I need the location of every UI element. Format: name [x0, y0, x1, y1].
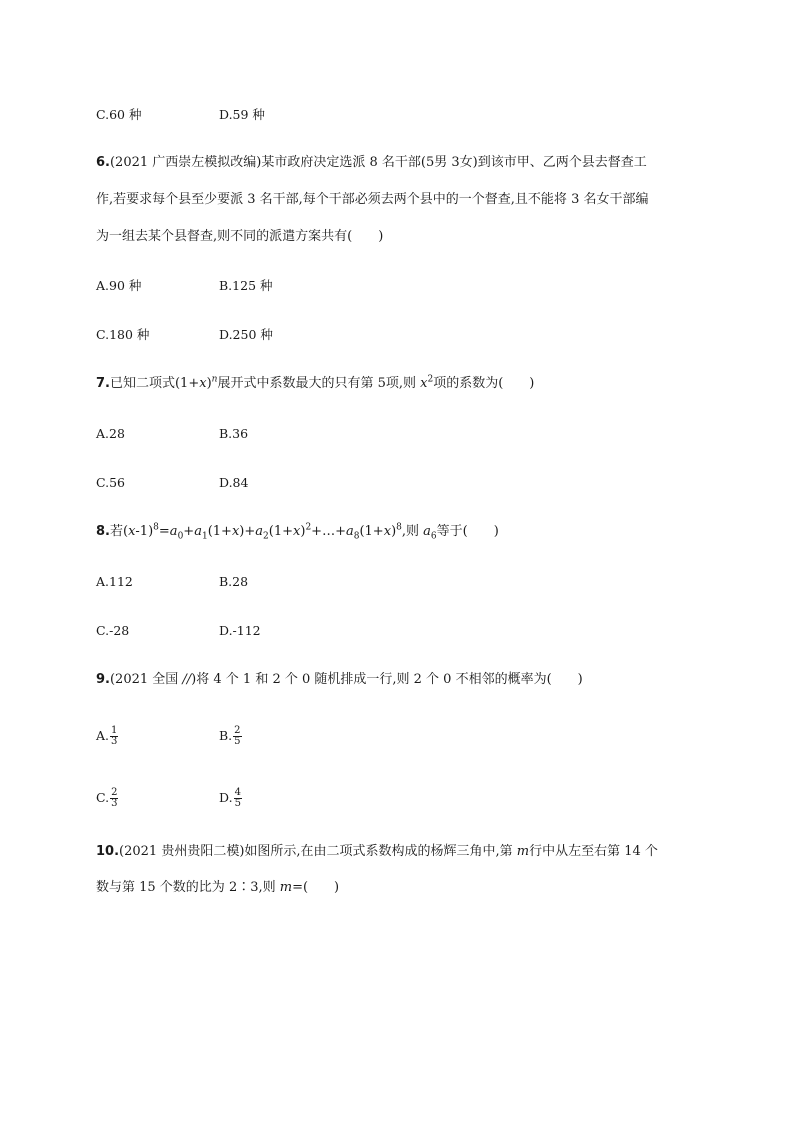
q7-stem: 7.已知二项式$(1+x)^n$展开式中系数最大的只有第 5项,则 $x^2$项的系数为( ) — [96, 374, 535, 391]
q6-option-a: A.90 种 — [96, 278, 142, 293]
q6-option-d: D.250 种 — [219, 327, 273, 342]
q7-number: 7. — [96, 376, 110, 391]
fraction: $\frac{1}{3}$ — [111, 725, 118, 747]
q10-line-1: 10.(2021 贵州贵阳二模)如图所示,在由二项式系数构成的杨辉三角中,第 m行中从左至右第 14 个 — [96, 844, 658, 859]
q6-option-b: B.125 种 — [219, 278, 273, 293]
q8-number: 8. — [96, 524, 110, 539]
q6-line-1: 6.(2021 广西崇左模拟改编)某市政府决定选派 8 名干部(5男 3女)到该市甲、乙两个县去督查工 — [96, 155, 647, 170]
q6-number: 6. — [96, 155, 110, 170]
q6-option-c: C.180 种 — [96, 327, 150, 342]
q7-option-d: D.84 — [219, 475, 249, 490]
q8-option-a: A.112 — [96, 574, 133, 589]
q10-number: 10. — [96, 844, 120, 859]
q7-option-c: C.56 — [96, 475, 125, 490]
fraction: $\frac{2}{5}$ — [234, 725, 241, 747]
fraction: $\frac{2}{3}$ — [111, 787, 118, 809]
q7-option-b: B.36 — [219, 426, 249, 441]
q9-option-d: D. $\frac{4}{5}$ — [219, 787, 241, 809]
q9-option-c: C. $\frac{2}{3}$ — [96, 787, 118, 809]
q6-line-2: 作,若要求每个县至少要派 3 名干部,每个干部必须去两个县中的一个督查,且不能将 3 名女干部编 — [96, 192, 649, 207]
q9-option-a: A. $\frac{1}{3}$ — [96, 725, 118, 747]
q6-line-3: 为一组去某个县督查,则不同的派遣方案共有( ) — [96, 229, 384, 244]
q9-option-b: B. $\frac{2}{5}$ — [219, 725, 241, 747]
q8-option-b: B.28 — [219, 574, 249, 589]
q8-option-d: D.-112 — [219, 623, 261, 638]
fraction: $\frac{4}{5}$ — [234, 787, 241, 809]
q5-option-d: D.59 种 — [219, 107, 265, 122]
q8-stem: 8.若$(x-1)^8=a_0+a_1(1+x)+a_2(1+x)^2+\dots+a_8(1+x)^8$,则 $a_6$等于( ) — [96, 522, 499, 542]
q7-option-a: A.28 — [96, 426, 125, 441]
q10-line-2: 数与第 15 个数的比为 2∶3,则 m=( ) — [96, 880, 340, 895]
q5-option-c: C.60 种 — [96, 107, 142, 122]
q8-option-c: C.-28 — [96, 623, 130, 638]
q9-number: 9. — [96, 672, 110, 687]
q9-stem: 9.(2021 全国 //)将 4 个 1 和 2 个 0 随机排成一行,则 2 个 0 不相邻的概率为( ) — [96, 672, 583, 687]
